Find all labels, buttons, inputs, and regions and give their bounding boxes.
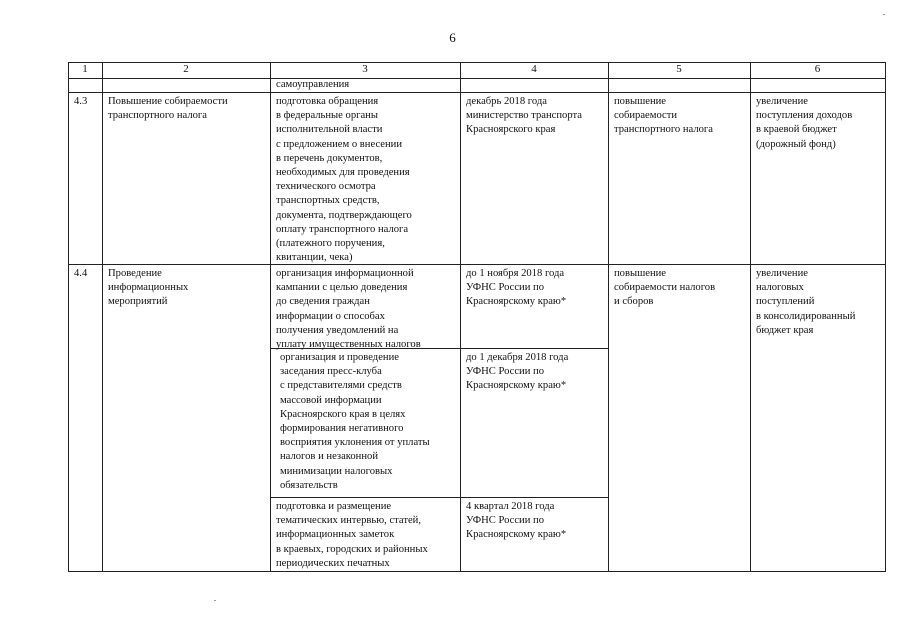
measure-action: организация информационной кампании с целью доведения до сведения граждан информации о способах получения уведомлений на уплату имущественных налогов [276,268,421,351]
column-header-5: 5 [676,63,682,75]
measure-action: подготовка обращения в федеральные органы исполнительной власти с предложением о внесении в перечень документов, необходимых для проведения технического осмотра транспортных средств, документа, подтверждающего оплату транспортного налога (платежного поручения, квитанции, чека) [276,96,412,264]
measure-action: подготовка и размещение тематических интервью, статей, информационных заметок в краевых, городских и районных периодических печатных [276,501,428,569]
column-header-6: 6 [814,63,821,75]
measure-result: повышение собираемости налогов и сборов [614,268,716,308]
column-divider [68,62,69,572]
column-divider [460,62,461,572]
measure-result: повышение собираемости транспортного налога [614,96,713,136]
measure-action: организация и проведение заседания пресс-клуба с представителями средств массовой информации Красноярского края в целях формирования негативного восприятия уклонения от уплаты налогов и незаконной минимизации налоговых обязательств [280,352,430,491]
measures-table [68,62,886,572]
subrow-divider [270,497,608,498]
measure-title: Проведение информационных мероприятий [108,268,189,308]
measure-term: до 1 декабря 2018 года УФНС России по Красноярскому краю* [466,352,569,392]
measure-title: Повышение собираемости транспортного налога [108,96,228,122]
row-number: 4.3 [74,96,88,107]
column-divider [885,62,886,572]
measure-term: до 1 ноября 2018 года УФНС России по Красноярскому краю* [466,268,567,308]
measure-term: декабрь 2018 года министерство транспорта Красноярского края [466,96,582,136]
page-number: 6 [449,30,456,45]
column-header-1: 1 [82,63,88,75]
header-divider [68,78,886,79]
column-divider [608,62,609,572]
column-header-2: 2 [183,63,189,75]
column-header-4: 4 [531,63,537,75]
measure-term: 4 квартал 2018 года УФНС России по Красноярскому краю* [466,501,567,541]
column-divider [102,62,103,572]
scan-speck [883,14,885,15]
continued-text: самоуправления [276,79,350,90]
row-divider [68,264,886,265]
measure-effect: увеличение поступления доходов в краевой бюджет (дорожный фонд) [756,96,853,150]
measure-effect: увеличение налоговых поступлений в консолидированный бюджет края [756,268,856,336]
column-divider [270,62,271,572]
column-header-3: 3 [362,63,368,75]
row-divider [68,92,886,93]
column-divider [750,62,751,572]
scan-speck [214,600,216,601]
row-number: 4.4 [74,268,88,279]
table-border-bottom [68,571,886,572]
